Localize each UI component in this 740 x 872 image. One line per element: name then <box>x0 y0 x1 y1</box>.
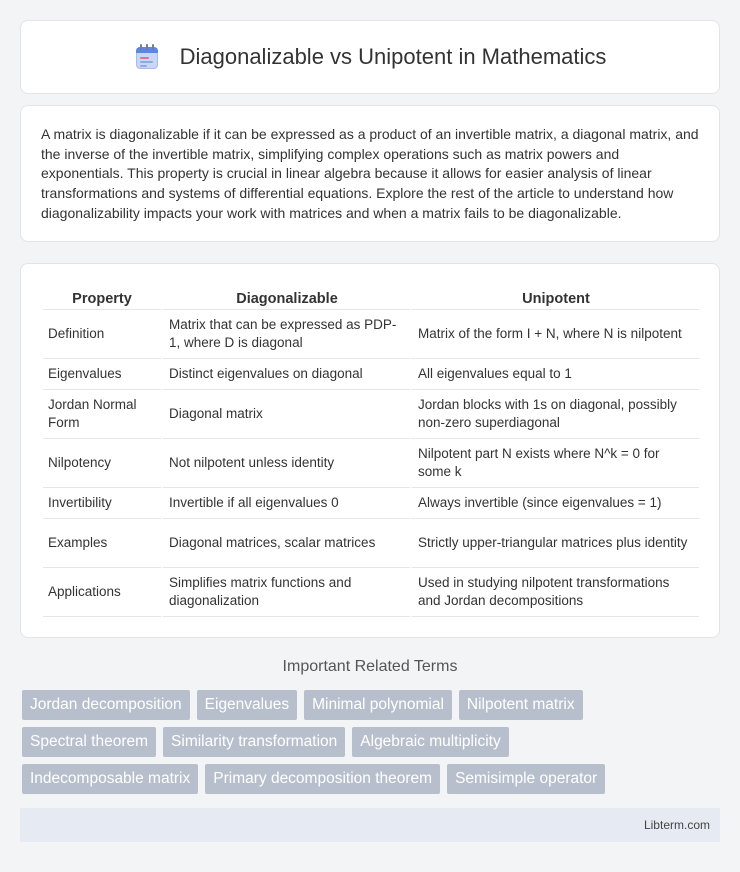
table-row <box>43 439 699 488</box>
header-unipotent: Unipotent <box>410 284 699 310</box>
header-diagonalizable: Diagonalizable <box>161 284 410 310</box>
table-row <box>43 310 699 359</box>
row-diagonalizable: Diagonal matrix <box>161 390 410 439</box>
row-property: Applications <box>43 568 161 617</box>
calendar-notebook-icon <box>134 44 160 70</box>
term-tag[interactable]: Spectral theorem <box>22 727 156 757</box>
comparison-table <box>43 284 699 617</box>
term-tag[interactable]: Similarity transformation <box>163 727 345 757</box>
row-unipotent: Always invertible (since eigenvalues = 1) <box>410 488 699 519</box>
related-terms-row <box>22 690 722 720</box>
term-tag[interactable]: Indecomposable matrix <box>22 764 198 794</box>
row-property: Examples <box>43 519 161 568</box>
row-diagonalizable: Not nilpotent unless identity <box>161 439 410 488</box>
row-diagonalizable: Distinct eigenvalues on diagonal <box>161 359 410 390</box>
related-terms <box>22 690 722 801</box>
table-row <box>43 488 699 519</box>
row-unipotent: Strictly upper-triangular matrices plus identity <box>410 519 699 568</box>
term-tag[interactable]: Minimal polynomial <box>304 690 452 720</box>
row-unipotent: All eigenvalues equal to 1 <box>410 359 699 390</box>
row-diagonalizable: Matrix that can be expressed as PDP-1, where D is diagonal <box>161 310 410 359</box>
table-row <box>43 519 699 568</box>
table-row <box>43 359 699 390</box>
row-unipotent: Nilpotent part N exists where N^k = 0 for some k <box>410 439 699 488</box>
row-unipotent: Used in studying nilpotent transformations and Jordan decompositions <box>410 568 699 617</box>
row-unipotent: Jordan blocks with 1s on diagonal, possibly non-zero superdiagonal <box>410 390 699 439</box>
table-row <box>43 568 699 617</box>
term-tag[interactable]: Nilpotent matrix <box>459 690 583 720</box>
row-unipotent: Matrix of the form I + N, where N is nilpotent <box>410 310 699 359</box>
row-diagonalizable: Invertible if all eigenvalues 0 <box>161 488 410 519</box>
intro-paragraph: A matrix is diagonalizable if it can be expressed as a product of an invertible matrix, a diagonal matrix, and the inverse of the invertible matrix, simplifying complex operations such as matrix powers and exponentials. This property is crucial in linear algebra because it allows for easier analysis of linear transformations and systems of differential equations. Explore the rest of the article to understand how diagonalizability impacts your work with matrices and when a matrix fails to be diagonalizable. <box>41 126 699 221</box>
term-tag[interactable]: Jordan decomposition <box>22 690 190 720</box>
row-diagonalizable: Diagonal matrices, scalar matrices <box>161 519 410 568</box>
row-property: Nilpotency <box>43 439 161 488</box>
related-terms-row <box>22 764 722 794</box>
header-property: Property <box>43 284 161 310</box>
row-property: Eigenvalues <box>43 359 161 390</box>
row-property: Jordan Normal Form <box>43 390 161 439</box>
title-card <box>20 20 720 94</box>
term-tag[interactable]: Primary decomposition theorem <box>205 764 440 794</box>
related-terms-row <box>22 727 722 757</box>
term-tag[interactable]: Semisimple operator <box>447 764 605 794</box>
row-property: Definition <box>43 310 161 359</box>
table-header-row <box>43 284 699 310</box>
related-terms-heading: Important Related Terms <box>282 658 458 675</box>
term-tag[interactable]: Eigenvalues <box>197 690 297 720</box>
intro-card <box>20 105 720 242</box>
page-title: Diagonalizable vs Unipotent in Mathematics <box>179 44 607 69</box>
comparison-card <box>20 263 720 638</box>
table-row <box>43 390 699 439</box>
footer <box>20 808 720 842</box>
footer-brand-link[interactable]: Libterm.com <box>643 818 710 832</box>
row-property: Invertibility <box>43 488 161 519</box>
row-diagonalizable: Simplifies matrix functions and diagonalization <box>161 568 410 617</box>
term-tag[interactable]: Algebraic multiplicity <box>352 727 508 757</box>
